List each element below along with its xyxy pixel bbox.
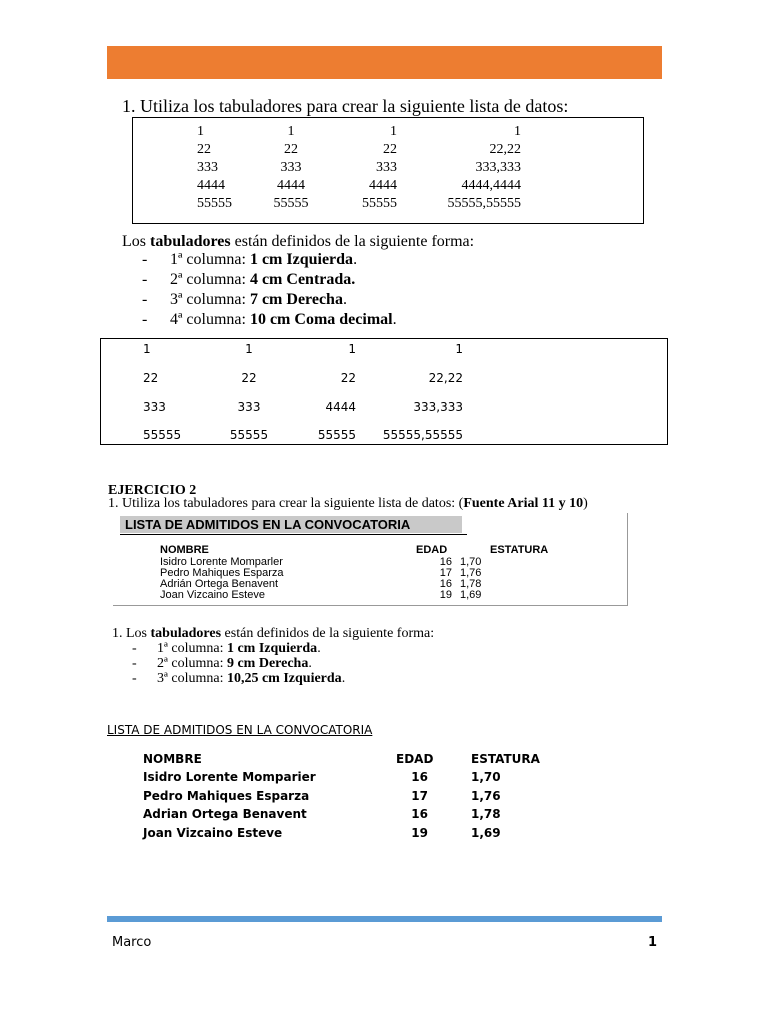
exercise1-row: [133, 124, 643, 142]
cell: 16: [439, 578, 452, 590]
table-row: [143, 770, 563, 786]
list-item: [142, 270, 397, 290]
subtitle-text: 1. Utiliza los tabuladores para crear la siguiente lista de datos: (: [108, 496, 464, 511]
cell: 19: [439, 589, 452, 601]
cell: 16: [411, 770, 428, 784]
bullet-value: 7 cm Derecha: [249, 291, 343, 308]
cell: 22: [340, 371, 356, 385]
exercise1-row: [133, 196, 643, 214]
cell: 1: [287, 124, 295, 139]
answer1-row: [101, 428, 667, 444]
exercise2-heading: EJERCICIO 2: [108, 483, 197, 498]
bullet-end: .: [308, 656, 312, 671]
answer1-row: [101, 342, 667, 358]
cell: 333,333: [413, 400, 463, 414]
table-row: [143, 826, 563, 842]
exercise1-row: [133, 142, 643, 160]
table-row: [160, 589, 580, 601]
cell: Adrian Ortega Benavent: [143, 807, 307, 821]
subtitle-bold-text: Fuente Arial 11 y 10: [463, 496, 584, 511]
cell: 22,22: [489, 142, 521, 157]
bullet-label: 3ª columna:: [170, 291, 246, 308]
dash: -: [142, 311, 148, 328]
list-item: [132, 656, 345, 671]
bullet-end: .: [341, 671, 346, 686]
header-cell: NOMBRE: [160, 544, 209, 556]
dash: -: [142, 271, 148, 288]
cell: 1,70: [471, 770, 501, 784]
cell: 4444: [369, 178, 397, 193]
cell: 22,22: [428, 371, 463, 385]
cell: 4444: [325, 400, 356, 414]
bullet-label: 2ª columna:: [157, 656, 224, 671]
bullet-end: .: [342, 291, 347, 308]
cell: 1,78: [460, 578, 482, 590]
exercise1-data-box: [132, 117, 644, 224]
exercise1-title: 1. Utiliza los tabuladores para crear la siguiente lista de datos:: [122, 96, 569, 116]
cell: 22: [143, 371, 159, 385]
bullet-label: 4ª columna:: [170, 311, 246, 328]
cell: 22: [197, 142, 211, 157]
bullet-value: 1 cm Izquierda: [249, 251, 354, 268]
header-cell: ESTATURA: [490, 544, 549, 556]
answer1-row: [101, 371, 667, 387]
cell: 55555,55555: [447, 196, 521, 211]
intro-text: están definidos de la siguiente forma:: [230, 233, 475, 250]
bullet-label: 3ª columna:: [157, 671, 224, 686]
cell: Joan Vizcaino Esteve: [143, 826, 283, 840]
header-accent-bar: [107, 46, 662, 79]
cell: 55555: [317, 428, 356, 442]
answer2-title[interactable]: LISTA DE ADMITIDOS EN LA CONVOCATORIA: [107, 723, 373, 737]
cell: 1: [514, 124, 521, 139]
cell: 1: [143, 342, 151, 356]
list-item: [142, 290, 397, 310]
cell: 1: [455, 342, 463, 356]
cell: 17: [411, 789, 428, 803]
cell: 1,76: [460, 567, 482, 579]
cell: Pedro Mahiques Esparza: [160, 567, 284, 579]
exercise2-subtitle: [108, 496, 588, 512]
bullet-value: 4 cm Centrada.: [249, 271, 356, 288]
cell: 1,78: [471, 807, 501, 821]
bullet-value: 10 cm Coma decimal: [249, 311, 393, 328]
cell: 19: [411, 826, 428, 840]
list-item: [132, 671, 345, 686]
list-item: [142, 250, 397, 270]
cell: 4444: [197, 178, 225, 193]
table-header: [143, 752, 563, 768]
dash: -: [132, 671, 137, 686]
cell: 4444,4444: [461, 178, 521, 193]
cell: 55555: [229, 428, 269, 442]
bullet-label: 1ª columna:: [157, 641, 224, 656]
answer1-row: [101, 400, 667, 416]
bullet-label: 2ª columna:: [170, 271, 246, 288]
table-row: [143, 789, 563, 805]
cell: 55555: [197, 196, 232, 211]
header-cell: EDAD: [396, 752, 434, 766]
intro-text: 1. Los: [112, 626, 151, 641]
bullet-value: 1 cm Izquierda: [226, 641, 318, 656]
bullet-value: 10,25 cm Izquierda: [226, 671, 342, 686]
bullet-end: .: [392, 311, 397, 328]
cell: Isidro Lorente Momparier: [143, 770, 316, 784]
exercise1-tab-intro: [122, 233, 474, 251]
exercise2-tab-list: [132, 641, 345, 686]
intro-bold-text: tabuladores: [150, 626, 222, 641]
header-cell: NOMBRE: [143, 752, 202, 766]
intro-bold-text: tabuladores: [150, 233, 231, 250]
cell: 1,69: [460, 589, 482, 601]
table-header: [160, 544, 580, 556]
header-cell: ESTATURA: [471, 752, 540, 766]
cell: 1: [390, 124, 397, 139]
cell: 55555: [273, 196, 309, 211]
list-item: [132, 641, 345, 656]
cell: Joan Vizcaino Esteve: [160, 589, 265, 601]
exercise2-banner: LISTA DE ADMITIDOS EN LA CONVOCATORIA: [120, 516, 462, 533]
cell: 1,69: [471, 826, 501, 840]
cell: 333: [143, 400, 166, 414]
bullet-end: .: [317, 641, 321, 656]
dash: -: [142, 291, 148, 308]
dash: -: [142, 251, 148, 268]
footer-author: Marco: [112, 935, 152, 950]
cell: 333: [197, 160, 218, 175]
cell: 1: [348, 342, 356, 356]
cell: 1,76: [471, 789, 501, 803]
bullet-end: .: [353, 251, 358, 268]
cell: 55555: [362, 196, 397, 211]
cell: 333: [376, 160, 397, 175]
exercise2-tab-intro: [112, 626, 434, 642]
footer-accent-bar: [107, 916, 662, 922]
cell: 22: [284, 142, 298, 157]
cell: 55555: [143, 428, 182, 442]
cell: 22: [383, 142, 397, 157]
cell: 4444: [277, 178, 305, 193]
cell: Adrián Ortega Benavent: [160, 578, 279, 590]
answer1-data-box[interactable]: [100, 338, 668, 445]
dash: -: [132, 656, 137, 671]
exercise1-row: [133, 160, 643, 178]
cell: 1: [245, 342, 253, 356]
cell: 1: [197, 124, 204, 139]
intro-text: Los: [122, 233, 150, 250]
subtitle-text: ): [583, 496, 588, 511]
cell: 17: [439, 567, 452, 579]
bullet-label: 1ª columna:: [170, 251, 246, 268]
bullet-value: 9 cm Derecha: [226, 656, 309, 671]
table-row: [143, 807, 563, 823]
intro-text: están definidos de la siguiente forma:: [221, 626, 435, 641]
cell: 16: [439, 556, 452, 568]
cell: 333: [237, 400, 261, 414]
cell: 16: [411, 807, 428, 821]
divider: [120, 534, 467, 535]
cell: 333,333: [475, 160, 521, 175]
cell: 1,70: [460, 556, 482, 568]
cell: 333: [280, 160, 302, 175]
exercise1-tab-list: [142, 250, 397, 330]
cell: 22: [241, 371, 257, 385]
exercise1-row: [133, 178, 643, 196]
dash: -: [132, 641, 137, 656]
cell: Isidro Lorente Momparler: [160, 556, 283, 568]
page-number: 1: [648, 935, 658, 950]
cell: Pedro Mahiques Esparza: [143, 789, 310, 803]
cell: 55555,55555: [382, 428, 463, 442]
header-cell: EDAD: [416, 544, 448, 556]
list-item: [142, 310, 397, 330]
